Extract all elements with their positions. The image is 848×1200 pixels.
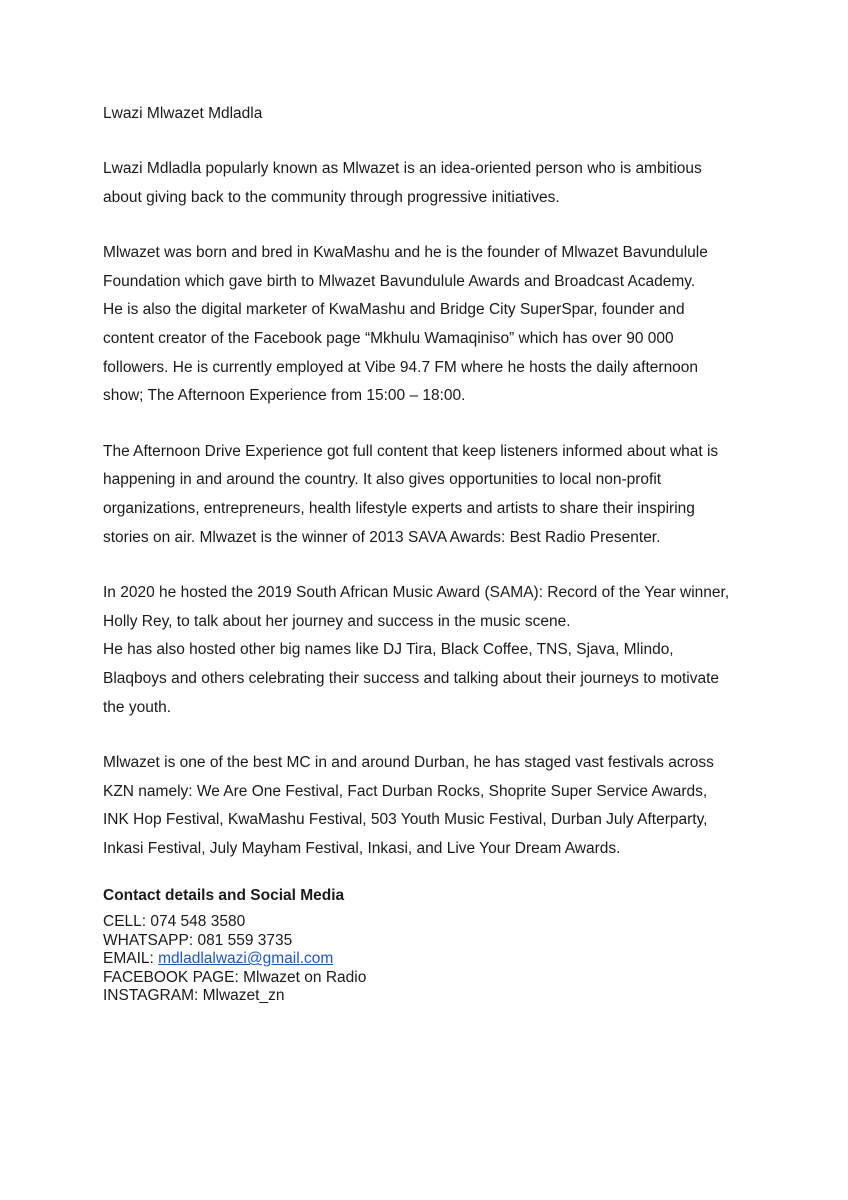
contact-email [103, 950, 763, 969]
contact-whatsapp: WHATSAPP: 081 559 3735 [103, 931, 293, 949]
contact-instagram: INSTAGRAM: Mlwazet_zn [103, 987, 285, 1005]
text-line: Holly Rey, to talk about her journey and success in the music scene. [103, 612, 571, 630]
text-line: show; The Afternoon Experience from 15:00 – 18:00. [103, 387, 466, 405]
text-line: organizations, entrepreneurs, health lifestyle experts and artists to share their inspiring [103, 499, 695, 517]
contact-cell: CELL: 074 548 3580 [103, 913, 246, 930]
text-line: followers. He is currently employed at Vibe 94.7 FM where he hosts the daily afternoon [103, 358, 699, 376]
text-line: about giving back to the community through progressive initiatives. [103, 188, 560, 206]
text-line: In 2020 he hosted the 2019 South African Music Award (SAMA): Record of the Year winner, [103, 584, 730, 602]
document-title: Lwazi Mlwazet Mdladla [103, 105, 263, 122]
text-line: Inkasi Festival, July Mayham Festival, Inkasi, and Live Your Dream Awards. [103, 839, 621, 857]
text-line: stories on air. Mlwazet is the winner of 2013 SAVA Awards: Best Radio Presenter. [103, 528, 661, 546]
email-label: EMAIL: [103, 950, 159, 968]
text-line: Lwazi Mdladla popularly known as Mlwazet is an idea-oriented person who is ambitious [103, 160, 702, 177]
paragraph-background [103, 239, 763, 411]
text-line: happening in and around the country. It also gives opportunities to local non-profit [103, 471, 662, 489]
paragraph-intro [103, 155, 763, 212]
text-line: KZN namely: We Are One Festival, Fact Durban Rocks, Shoprite Super Service Awards, [103, 782, 708, 800]
text-line: He is also the digital marketer of KwaMashu and Bridge City SuperSpar, founder and [103, 301, 685, 319]
text-line: He has also hosted other big names like DJ Tira, Black Coffee, TNS, Sjava, Mlindo, [103, 641, 674, 659]
paragraph-show [103, 438, 763, 552]
paragraph-guests [103, 579, 763, 722]
text-line: Blaqboys and others celebrating their success and talking about their journeys to motivate [103, 669, 720, 687]
text-line: INK Hop Festival, KwaMashu Festival, 503 Youth Music Festival, Durban July Afterparty, [103, 811, 708, 829]
contact-facebook: FACEBOOK PAGE: Mlwazet on Radio [103, 968, 367, 986]
paragraph-events [103, 749, 763, 863]
document-page [103, 100, 763, 890]
text-line: Mlwazet was born and bred in KwaMashu and he is the founder of Mlwazet Bavundulule [103, 244, 708, 262]
contact-heading: Contact details and Social Media [103, 887, 345, 904]
email-link[interactable]: mdladlalwazi@gmail.com [158, 950, 334, 968]
text-line: Foundation which gave birth to Mlwazet Bavundulule Awards and Broadcast Academy. [103, 272, 696, 290]
text-line: The Afternoon Drive Experience got full content that keep listeners informed about what is [103, 442, 719, 460]
text-line: content creator of the Facebook page “Mkhulu Wamaqiniso” which has over 90 000 [103, 329, 674, 347]
text-line: the youth. [103, 698, 172, 716]
contact-section [103, 885, 763, 1006]
text-line: Mlwazet is one of the best MC in and around Durban, he has staged vast festivals across [103, 754, 714, 772]
